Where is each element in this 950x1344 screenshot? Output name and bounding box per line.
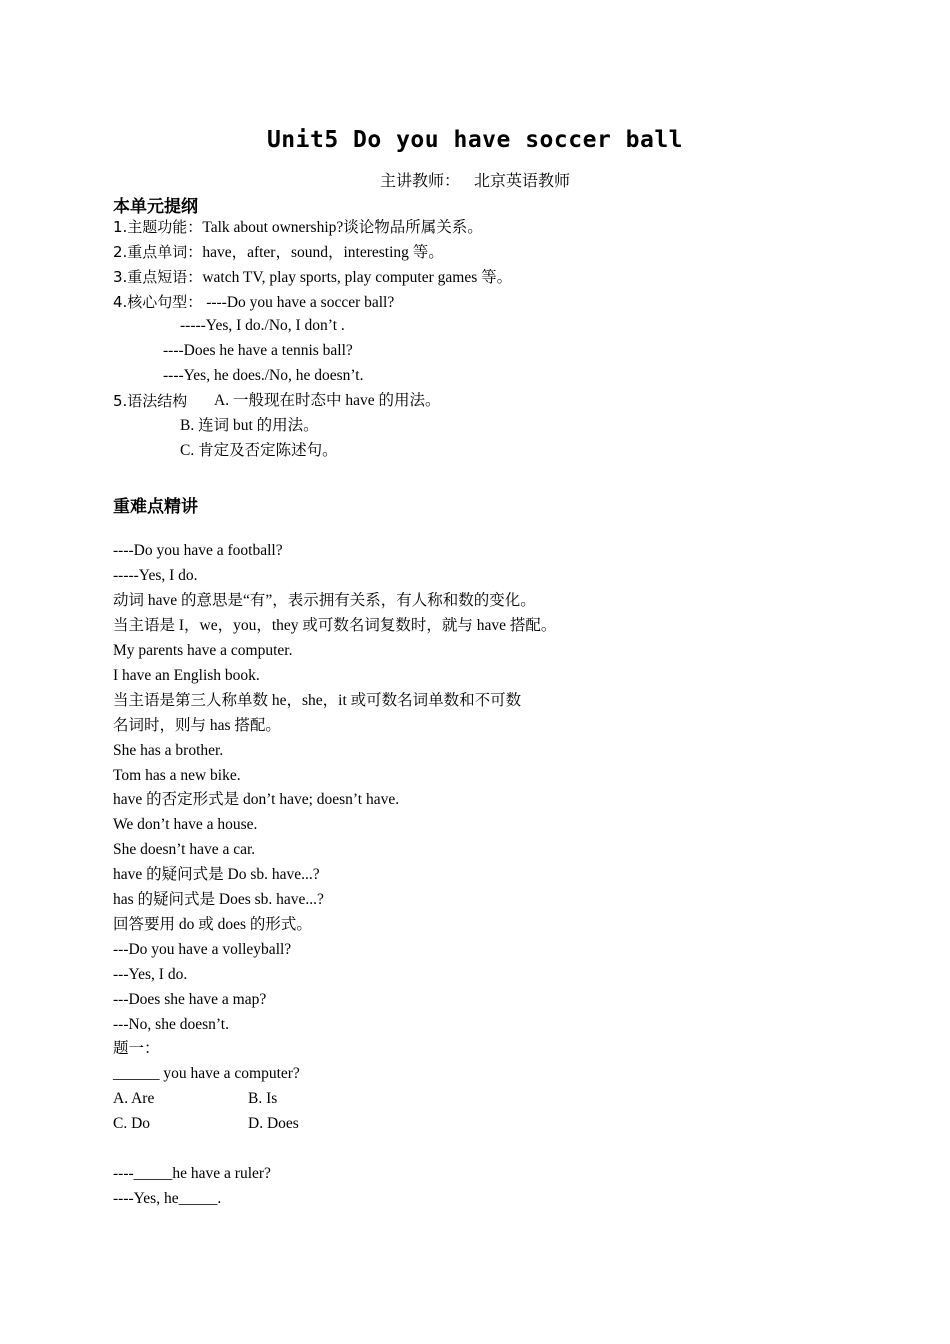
focus-line: She has a brother. bbox=[113, 742, 224, 759]
core-sentence: ----Yes, he does./No, he doesn’t. bbox=[163, 367, 364, 384]
option: D. Does bbox=[248, 1115, 299, 1132]
option: C. Do bbox=[113, 1115, 151, 1132]
outline-item-text: ----Do you have a soccer ball? bbox=[206, 294, 395, 311]
focus-line: ---No, she doesn’t. bbox=[113, 1016, 229, 1033]
focus-line: My parents have a computer. bbox=[113, 642, 293, 659]
core-sentence: ----Does he have a tennis ball? bbox=[163, 342, 353, 359]
outline-item-text: have，after，sound，interesting 等。 bbox=[202, 244, 444, 261]
grammar-label: 5.语法结构 bbox=[113, 392, 188, 410]
grammar-item: A. 一般现在时态中 have 的用法。 bbox=[214, 392, 441, 409]
grammar-item: B. 连词 but 的用法。 bbox=[180, 417, 319, 434]
focus-line: We don’t have a house. bbox=[113, 816, 258, 833]
focus-line: have 的否定形式是 don’t have; doesn’t have. bbox=[113, 791, 400, 808]
grammar-item: C. 肯定及否定陈述句。 bbox=[180, 442, 338, 459]
outline-item-label: 4.核心句型： bbox=[113, 293, 203, 311]
focus-line: 名词时，则与 has 搭配。 bbox=[113, 717, 281, 734]
focus-line: has 的疑问式是 Does sb. have...? bbox=[113, 891, 324, 908]
outline-item-label: 3.重点短语： bbox=[113, 268, 203, 286]
subtitle-label: 主讲教师： bbox=[380, 171, 461, 190]
outline-item bbox=[113, 217, 483, 238]
exercise-label: 题一： bbox=[113, 1040, 160, 1057]
exercise-question: ----_____he have a ruler? bbox=[113, 1165, 271, 1182]
outline-item bbox=[113, 292, 394, 313]
outline-item bbox=[113, 242, 444, 263]
outline-item-label: 2.重点单词： bbox=[113, 243, 203, 261]
exercise-question: ______ you have a computer? bbox=[113, 1065, 300, 1082]
focus-line: 当主语是第三人称单数 he，she，it 或可数名词单数和不可数 bbox=[113, 692, 522, 709]
teacher-name: 北京英语教师 bbox=[474, 171, 571, 190]
focus-line: have 的疑问式是 Do sb. have...? bbox=[113, 866, 320, 883]
focus-line: ---Yes, I do. bbox=[113, 966, 188, 983]
core-sentence: -----Yes, I do./No, I don’t . bbox=[180, 317, 345, 334]
focus-line: ---Does she have a map? bbox=[113, 991, 267, 1008]
outline-item bbox=[113, 267, 512, 288]
focus-line: 动词 have 的意思是“有”，表示拥有关系，有人称和数的变化。 bbox=[113, 592, 536, 609]
subtitle bbox=[380, 168, 570, 191]
option: B. Is bbox=[248, 1090, 278, 1107]
focus-line: I have an English book. bbox=[113, 667, 260, 684]
focus-line: 当主语是 I，we，you，they 或可数名词复数时，就与 have 搭配。 bbox=[113, 617, 557, 634]
focus-line: ---Do you have a volleyball? bbox=[113, 941, 292, 958]
exercise-answer: ----Yes, he_____. bbox=[113, 1190, 222, 1207]
focus-heading: 重难点精讲 bbox=[113, 497, 198, 517]
focus-line: ----Do you have a football? bbox=[113, 542, 283, 559]
outline-heading: 本单元提纲 bbox=[113, 197, 198, 217]
option: A. Are bbox=[113, 1090, 155, 1107]
outline-item-label: 1.主题功能： bbox=[113, 218, 203, 236]
focus-line: -----Yes, I do. bbox=[113, 567, 198, 584]
focus-line: She doesn’t have a car. bbox=[113, 841, 256, 858]
outline-item-text: watch TV, play sports, play computer games 等。 bbox=[202, 269, 513, 286]
focus-line: Tom has a new bike. bbox=[113, 767, 241, 784]
outline-item-text: Talk about ownership?谈论物品所属关系。 bbox=[202, 219, 483, 236]
page-title: Unit5 Do you have soccer ball bbox=[266, 127, 684, 153]
focus-line: 回答要用 do 或 does 的形式。 bbox=[113, 916, 312, 933]
